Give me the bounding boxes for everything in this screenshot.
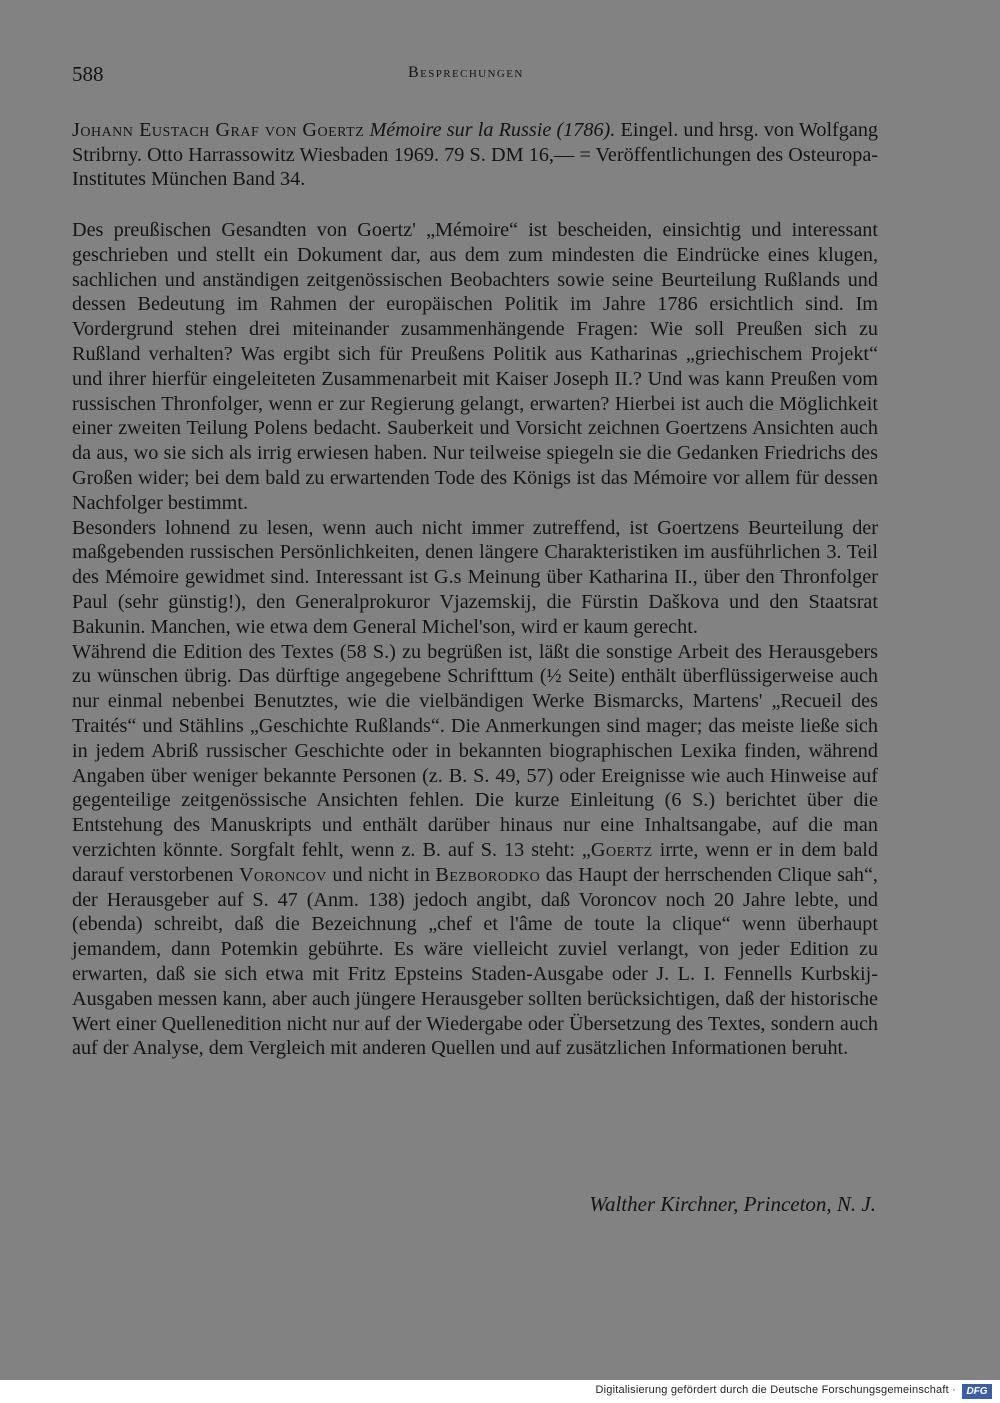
body-paragraph-1: Des preußischen Gesandten von Goertz' „Mémoire“ ist bescheiden, einsichtig und interessant geschrieben und stellt ein Dokument dar, aus dem zum mindesten die Eindrücke eines klugen, sachlichen und anständigen zeitgenössischen Beobachters sowie seine Beurteilung Rußlands und dessen Bedeutung im Rahmen der europäischen Politik im Jahre 1786 ersichtlich sind. Im Vordergrund stehen drei miteinander zusammenhängende Fragen: Wie soll Preußen sich zu Rußland verhalten? Was ergibt sich für Preußens Politik aus Katharinas „griechischem Projekt“ und ihrer hierfür eingeleiteten Zusammenarbeit mit Kaiser Joseph II.? Und was kann Preußen vom russischen Thronfolger, wenn er zur Regierung gelangt, erwarten? Hierbei ist auch die Möglichkeit einer zweiten Teilung Polens bedacht. Sauberkeit und Vorsicht zeichnen Goertzens Ansichten auch da aus, wo sie sich als irrig erwiesen haben. Nur teilweise spiegeln sie die Gedanken Friedrichs des Großen wider; bei dem bald zu erwartenden Tode des Königs ist das Mémoire vor allem für dessen Nachfolger bestimmt.: [72, 219, 878, 514]
body-paragraph-3: [72, 640, 878, 1062]
name-bezborodko: Bezborodko: [435, 863, 541, 886]
citation-author: Johann Eustach Graf von Goertz: [72, 119, 365, 141]
page-number: 588: [72, 62, 104, 86]
citation-title: Mémoire sur la Russie (1786).: [369, 119, 616, 141]
body-paragraph-2: Besonders lohnend zu lesen, wenn auch nicht immer zutreffend, ist Goertzens Beurteilung der maßgebenden russischen Persönlichkeiten, denen längere Charakteristiken im ausführlichen 3. Teil des Mémoire gewidmet sind. Interessant ist G.s Meinung über Katharina II., über den Thronfolger Paul (sehr günstig!), den Generalprokuror Vjazemskij, die Fürstin Daškova und den Staatsrat Bakunin. Manchen, wie etwa dem General Michel'son, wird er kaum gerecht.: [72, 516, 878, 638]
page-header: [72, 62, 878, 90]
review-body: [72, 218, 878, 1061]
citation-details: Eingel. und hrsg. von Wolfgang Stribrny. Otto Harrassowitz Wiesbaden 1969. 79 S. DM 16,— = Veröffentlichungen des Osteuropa-Institutes München Band 34.: [72, 119, 879, 191]
name-voroncov: Voroncov: [238, 863, 327, 886]
paragraph-3-text-b: irrte, wenn er in dem bald darauf verstorbenen: [72, 838, 878, 886]
reviewer-signature: Walther Kirchner, Princeton, N. J.: [589, 1192, 876, 1216]
name-goertz: Goertz: [590, 838, 653, 861]
paragraph-3-text-a: Während die Edition des Textes (58 S.) zu begrüßen ist, läßt die sonstige Arbeit des Herausgebers zu wünschen übrig. Das dürftige angegebene Schrifttum (½ Seite) enthält überflüssigerweise auch nur einmal nebenbei Benutztes, wie die vielbändigen Werke Bismarcks, Martens' „Recueil des Traités“ und Stählins „Geschichte Rußlands“. Die Anmerkungen sind mager; das meiste ließe sich in jedem Abriß russischer Geschichte oder in bekannten biographischen Lexika finden, während Angaben über weniger bekannte Personen (z. B. S. 49, 57) oder Ereignisse wie auch Hinweise auf gegenteilige zeitgenössische Ansichten fehlen. Die kurze Einleitung (6 S.) berichtet über die Entstehung des Manuskripts und enthält darüber hinaus nur eine Inhaltsangabe, auf die man verzichten könnte. Sorgfalt fehlt, wenn z. B. auf S. 13 steht: „: [72, 640, 878, 861]
review-citation: [72, 118, 878, 192]
dfg-logo-icon[interactable]: DFG: [962, 1384, 992, 1399]
paragraph-3-text-c: und nicht in: [326, 863, 436, 886]
digitization-footer: [0, 1380, 1000, 1403]
paragraph-3-text-d: das Haupt der herrschenden Clique sah“, der Herausgeber auf S. 47 (Anm. 138) jedoch angibt, daß Voroncov noch 20 Jahre lebte, und (ebenda) schreibt, daß die Bezeichnung „chef et l'âme de toute la clique“ wenn überhaupt jemandem, dann Potemkin gebührte. Es wäre vielleicht zuviel verlangt, von jeder Edition zu erwarten, daß sie sich etwa mit Fritz Epsteins Staden-Ausgabe oder J. L. I. Fennells Kurbskij-Ausgaben messen kann, aber auch jüngere Herausgeber sollten berücksichtigen, daß der historische Wert einer Quellenedition nicht nur auf der Wiedergabe oder Übersetzung des Textes, sondern auch auf der Analyse, dem Vergleich mit anderen Quellen und auf zusätzlichen Informationen beruht.: [72, 863, 878, 1060]
running-head: Besprechungen: [408, 64, 524, 81]
footer-credit: Digitalisierung gefördert durch die Deutsche Forschungsgemeinschaft ·: [595, 1384, 956, 1396]
